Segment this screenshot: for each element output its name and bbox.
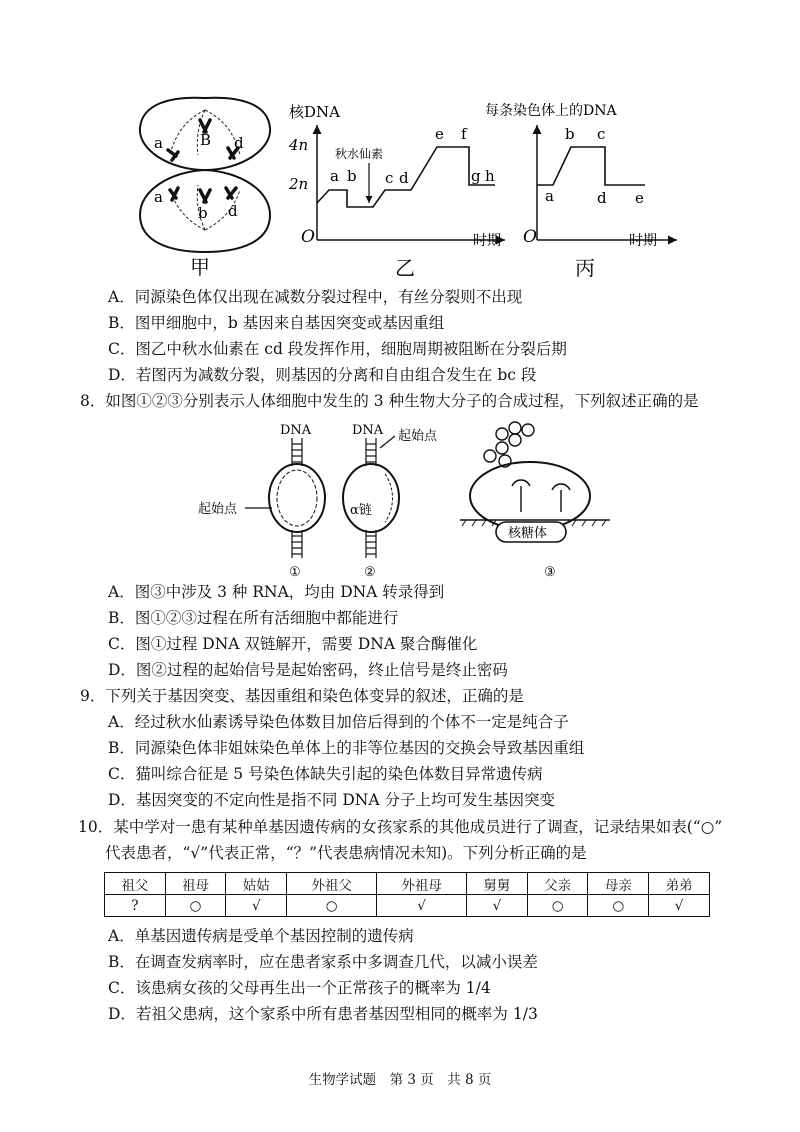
yi-point-f: f — [461, 125, 467, 143]
yi-annotation: 秋水仙素 — [335, 147, 384, 161]
q9-option-c: C．猫叫综合征是 5 号染色体缺失引起的染色体数目异常遗传病 — [108, 765, 543, 783]
q8-n2: ② — [364, 565, 376, 580]
yi-point-g: g — [471, 167, 481, 185]
yi-point-d: d — [399, 169, 409, 187]
value-grandmother: ○ — [165, 895, 226, 917]
gene-b: b — [198, 204, 208, 222]
bing-point-a: a — [545, 187, 554, 205]
value-mother: ○ — [588, 895, 649, 917]
header-uncle: 舅舅 — [467, 873, 528, 895]
translation-diagram — [460, 422, 610, 580]
q7-option-b: B．图甲细胞中，b 基因来自基因突变或基因重组 — [108, 314, 445, 332]
transcription-diagram — [343, 423, 438, 580]
q8-start1: 起始点 — [198, 502, 238, 517]
figure-label-yi: 乙 — [395, 256, 415, 280]
q8-option-c: C．图①过程 DNA 双链解开，需要 DNA 聚合酶催化 — [108, 635, 478, 653]
page-footer: 生物学试题 第 3 页 共 8 页 — [308, 1072, 492, 1088]
header-mother: 母亲 — [588, 873, 649, 895]
q10-stem-line2: 代表患者，“√”代表正常，“？”代表患病情况未知)。下列分析正确的是 — [105, 844, 587, 862]
yi-point-h: h — [485, 167, 495, 185]
figure-q8 — [190, 418, 630, 578]
gene-a-bottom: a — [154, 188, 163, 206]
family-survey-table — [104, 872, 710, 917]
value-grandfather: ? — [105, 895, 166, 917]
yi-point-a: a — [330, 167, 339, 185]
value-maternal-grandfather: ○ — [287, 895, 377, 917]
replication-diagram — [198, 423, 325, 580]
q9-option-b: B．同源染色体非姐妹染色单体上的非等位基因的交换会导致基因重组 — [108, 739, 585, 757]
yi-point-b: b — [347, 167, 357, 185]
header-father: 父亲 — [527, 873, 588, 895]
header-grandmother: 祖母 — [165, 873, 226, 895]
gene-B: B — [200, 131, 212, 149]
figure-label-bing: 丙 — [575, 256, 595, 280]
q10-option-b: B．在调查发病率时，应在患者家系中多调查几代，以减小误差 — [108, 953, 538, 971]
q8-option-b: B．图①②③过程在所有活细胞中都能进行 — [108, 609, 399, 627]
q9-option-a: A．经过秋水仙素诱导染色体数目加倍后得到的个体不一定是纯合子 — [108, 713, 569, 731]
q10-option-d: D．若祖父患病，这个家系中所有患者基因型相同的概率为 1/3 — [108, 1005, 538, 1023]
q9-stem: 9．下列关于基因突变、基因重组和染色体变异的叙述，正确的是 — [80, 687, 524, 705]
q8-n3: ③ — [544, 565, 556, 580]
figure-bing — [485, 95, 685, 280]
q8-dna2: DNA — [352, 423, 384, 438]
table-row — [105, 895, 710, 917]
bing-xlabel: 时期 — [629, 233, 657, 249]
value-brother: √ — [649, 895, 710, 917]
header-maternal-grandmother: 外祖母 — [377, 873, 467, 895]
q8-start2: 起始点 — [398, 429, 438, 444]
q8-stem: 8．如图①②③分别表示人体细胞中发生的 3 种生物大分子的合成过程，下列叙述正确的是 — [80, 392, 699, 410]
bing-point-c: c — [597, 125, 606, 143]
value-maternal-grandmother: √ — [377, 895, 467, 917]
q8-option-a: A．图③中涉及 3 种 RNA，均由 DNA 转录得到 — [108, 583, 445, 601]
q8-option-d: D．图②过程的起始信号是起始密码，终止信号是终止密码 — [108, 661, 508, 679]
yi-ytick-2n: 2n — [289, 175, 309, 193]
header-aunt: 姑姑 — [226, 873, 287, 895]
bing-point-d: d — [597, 189, 607, 207]
q10-option-c: C．该患病女孩的父母再生出一个正常孩子的概率为 1/4 — [108, 979, 491, 997]
q8-ribosome: 核糖体 — [508, 526, 548, 541]
bing-origin: O — [523, 227, 537, 247]
figure-label-jia: 甲 — [190, 255, 210, 279]
q7-option-a: A．同源染色体仅出现在减数分裂过程中，有丝分裂则不出现 — [108, 288, 523, 306]
value-father: ○ — [527, 895, 588, 917]
q8-dna1: DNA — [280, 423, 312, 438]
gene-a-top: a — [154, 134, 163, 152]
yi-xlabel: 时期 — [473, 233, 501, 249]
bing-curve — [537, 147, 645, 185]
header-maternal-grandfather: 外祖父 — [287, 873, 377, 895]
bing-ylabel: 每条染色体上的DNA — [485, 103, 617, 119]
yi-point-e: e — [435, 125, 444, 143]
q7-option-d: D．若图丙为减数分裂，则基因的分离和自由组合发生在 bc 段 — [108, 366, 537, 384]
yi-point-c: c — [385, 169, 394, 187]
value-aunt: √ — [226, 895, 287, 917]
yi-origin: O — [301, 227, 315, 247]
q10-stem-line1: 10．某中学对一患有某种单基因遗传病的女孩家系的其他成员进行了调查，记录结果如表(“○” — [78, 818, 723, 836]
figure-jia — [130, 90, 280, 280]
gene-d-top: d — [234, 134, 244, 152]
q9-option-d: D．基因突变的不定向性是指不同 DNA 分子上均可发生基因突变 — [108, 791, 555, 809]
value-uncle: √ — [467, 895, 528, 917]
q7-option-c: C．图乙中秋水仙素在 cd 段发挥作用，细胞周期被阻断在分裂后期 — [108, 340, 567, 358]
figure-yi — [285, 95, 510, 280]
header-grandfather: 祖父 — [105, 873, 166, 895]
bing-point-e: e — [635, 189, 644, 207]
gene-d-bottom: d — [228, 202, 238, 220]
table-header-row — [105, 873, 710, 895]
bing-point-b: b — [565, 125, 575, 143]
q8-n1: ① — [289, 565, 301, 580]
yi-ytick-4n: 4n — [289, 136, 309, 154]
header-brother: 弟弟 — [649, 873, 710, 895]
q8-alpha: α链 — [350, 503, 372, 518]
yi-ylabel: 核DNA — [289, 103, 340, 121]
q10-option-a: A．单基因遗传病是受单个基因控制的遗传病 — [108, 927, 414, 945]
